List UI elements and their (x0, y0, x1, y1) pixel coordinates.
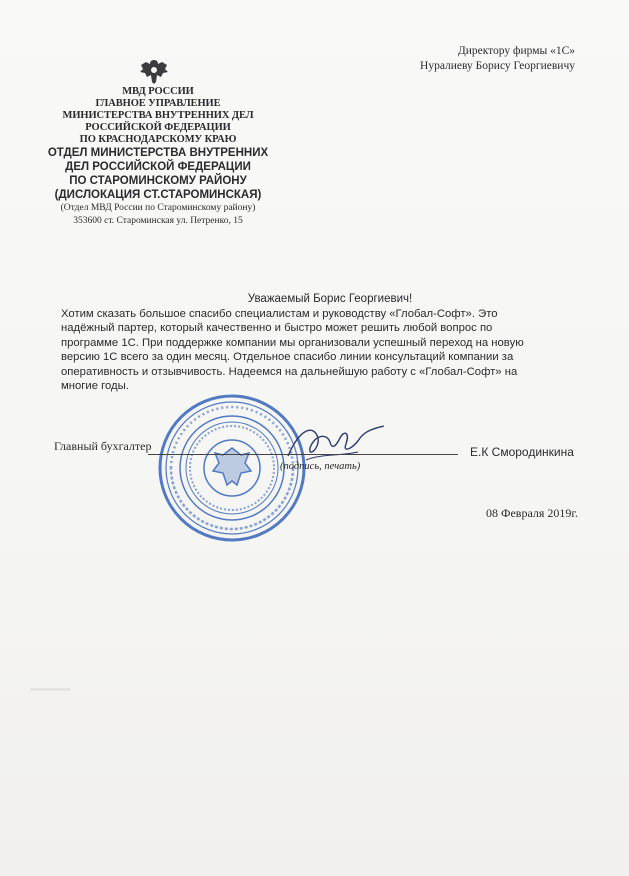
signer-position: Главный бухгалтер (54, 439, 152, 453)
addressee-block (355, 44, 575, 74)
letter-date: 08 Февраля 2019г. (486, 506, 578, 520)
letter-line: версию 1С всего за один месяц. Отдельное спасибо линии консультаций компании за (61, 351, 514, 364)
sender-department-line: (ДИСЛОКАЦИЯ СТ.СТАРОМИНСКАЯ) (54, 189, 262, 201)
sender-address: 353600 ст. Староминская ул. Петренко, 15 (73, 216, 243, 226)
paper-smudge (30, 688, 70, 691)
letter-line: программе 1С. При поддержке компании мы организовали успешный переход на новую (61, 336, 524, 349)
letter-line: оперативность и отзывчивость. Надеемся на дальнейшую работу с «Глобал-Софт» на (61, 365, 518, 378)
signature-line (148, 454, 458, 455)
addressee-name: Нуралиеву Борису Георгиевичу (420, 60, 575, 72)
letter-body (61, 307, 581, 393)
letter-line: надёжный партер, который качественно и быстро может решить любой вопрос по (61, 322, 493, 335)
sender-department-line: ОТДЕЛ МИНИСТЕРСТВА ВНУТРЕННИХ (47, 147, 269, 159)
letter-line: Хотим сказать большое спасибо специалистам и руководству «Глобал-Софт». Это (61, 308, 498, 320)
sender-line: МВД РОССИИ (122, 86, 194, 97)
addressee-title: Директору фирмы «1С» (457, 45, 575, 57)
signature-caption: (подпись, печать) (280, 461, 361, 472)
signer-name: Е.К Смородинкина (470, 445, 574, 459)
sender-line: ГЛАВНОЕ УПРАВЛЕНИЕ (95, 98, 221, 109)
sender-department-line: ДЕЛ РОССИЙСКОЙ ФЕДЕРАЦИИ (65, 161, 251, 173)
sender-department-line: ПО СТАРОМИНСКОМУ РАЙОНУ (69, 175, 247, 187)
sender-header (8, 86, 308, 228)
letter-greeting: Уважаемый Борис Георгиевич! (247, 293, 413, 305)
sender-line: РОССИЙСКОЙ ФЕДЕРАЦИИ (85, 122, 231, 133)
double-headed-eagle-emblem (137, 56, 171, 86)
sender-line: ПО КРАСНОДАРСКОМУ КРАЮ (79, 134, 237, 145)
sender-short-name: (Отдел МВД России по Староминскому району) (60, 203, 256, 213)
letter-line: многие годы. (61, 380, 129, 393)
sender-line: МИНИСТЕРСТВА ВНУТРЕННИХ ДЕЛ (62, 110, 254, 121)
